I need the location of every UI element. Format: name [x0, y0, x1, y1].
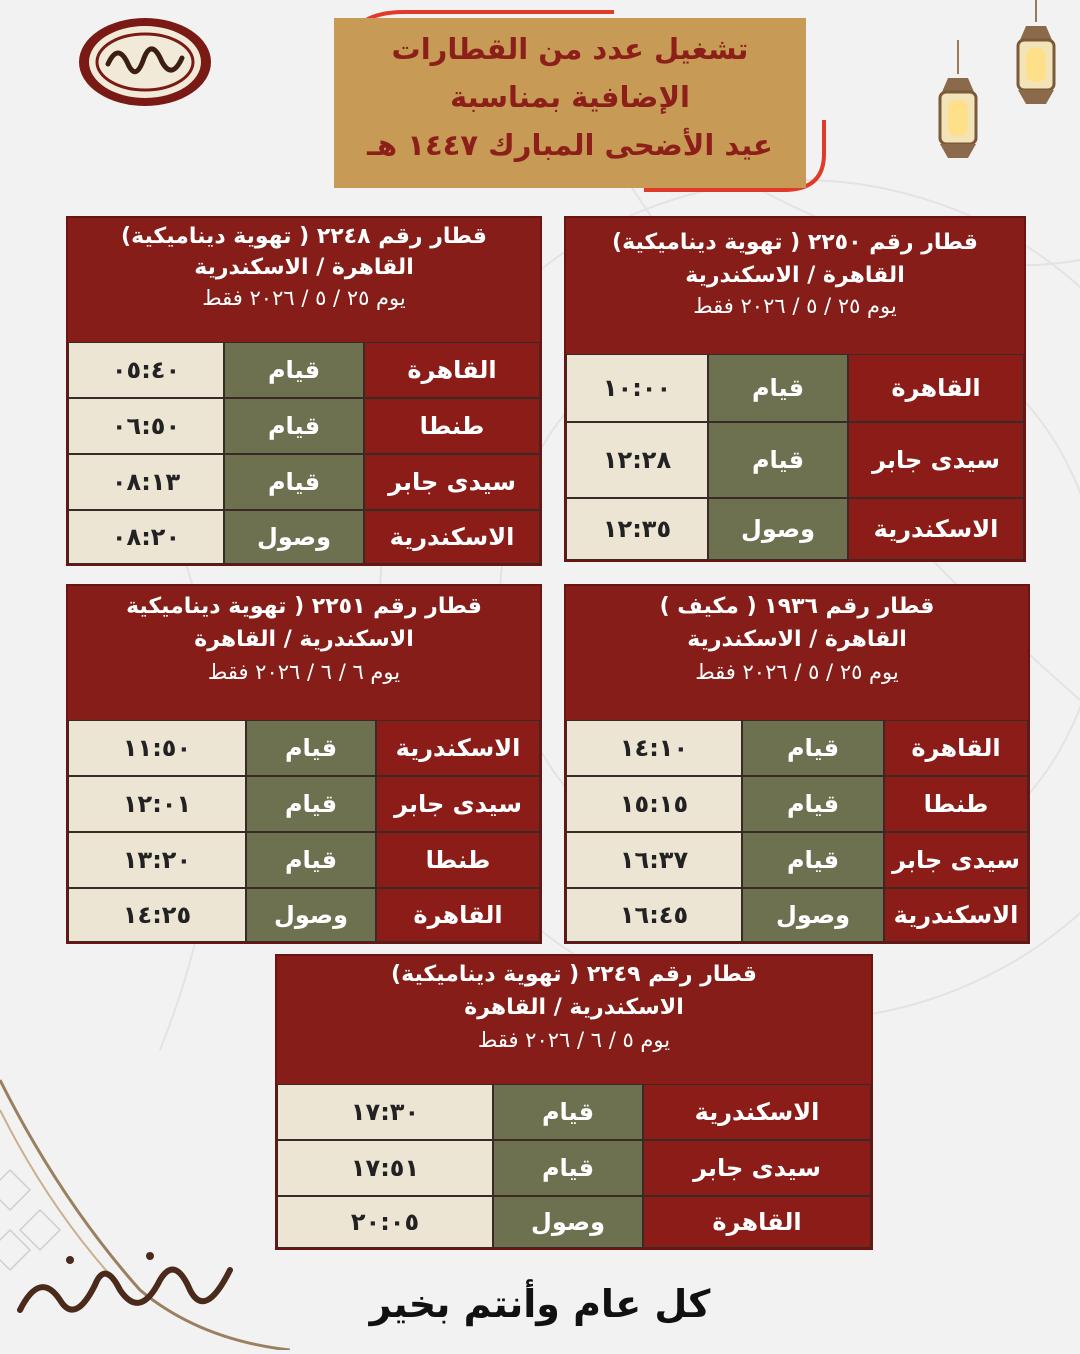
action-cell: وصول — [224, 510, 364, 564]
table-row — [566, 888, 1028, 942]
station-cell: الاسكندرية — [848, 498, 1024, 560]
table-row — [68, 776, 540, 832]
table-row — [277, 1140, 871, 1196]
station-cell: القاهرة — [364, 342, 540, 398]
time-cell: ٠٨:١٣ — [68, 454, 224, 510]
action-cell: وصول — [708, 498, 848, 560]
action-cell: قيام — [742, 776, 884, 832]
time-cell: ٠٦:٥٠ — [68, 398, 224, 454]
time-cell: ١٢:٠١ — [68, 776, 246, 832]
station-cell: القاهرة — [848, 354, 1024, 422]
action-cell: وصول — [742, 888, 884, 942]
station-cell: الاسكندرية — [884, 888, 1028, 942]
table-row — [566, 422, 1024, 498]
station-cell: القاهرة — [643, 1196, 871, 1248]
station-cell: سيدى جابر — [884, 832, 1028, 888]
train-route: القاهرة / الاسكندرية — [685, 263, 905, 288]
train-2248-table — [66, 216, 542, 566]
station-cell: طنطا — [376, 832, 540, 888]
train-date: يوم ٦ / ٦ / ٢٠٢٦ فقط — [207, 660, 401, 684]
table-row — [277, 1196, 871, 1248]
train-2250-table — [564, 216, 1026, 562]
table-row — [68, 342, 540, 398]
time-cell: ١٤:١٠ — [566, 720, 742, 776]
footer-greeting: كل عام وأنتم بخير — [369, 1282, 711, 1326]
action-cell: وصول — [246, 888, 376, 942]
train-title: قطار رقم ٢٢٥٠ ( تهوية ديناميكية) — [612, 230, 978, 255]
train-1936-table — [564, 584, 1030, 944]
lantern-icon — [930, 40, 986, 174]
time-cell: ١٤:٢٥ — [68, 888, 246, 942]
train-route: الاسكندرية / القاهرة — [464, 995, 684, 1020]
train-2251-table — [66, 584, 542, 944]
station-cell: الاسكندرية — [643, 1084, 871, 1140]
table-row — [68, 720, 540, 776]
action-cell: وصول — [493, 1196, 643, 1248]
train-date: يوم ٢٥ / ٥ / ٢٠٢٦ فقط — [695, 660, 899, 684]
station-cell: القاهرة — [376, 888, 540, 942]
train-date: يوم ٢٥ / ٥ / ٢٠٢٦ فقط — [202, 286, 406, 310]
lantern-icon — [1008, 0, 1064, 122]
train-date: يوم ٢٥ / ٥ / ٢٠٢٦ فقط — [693, 294, 897, 318]
action-cell: قيام — [224, 398, 364, 454]
train-route: القاهرة / الاسكندرية — [194, 255, 414, 280]
train-date: يوم ٥ / ٦ / ٢٠٢٦ فقط — [477, 1028, 671, 1052]
time-cell: ١٦:٣٧ — [566, 832, 742, 888]
train-title: قطار رقم ٢٢٤٩ ( تهوية ديناميكية) — [391, 962, 757, 987]
title-line-1: تشغيل عدد من القطارات — [391, 32, 749, 66]
action-cell: قيام — [493, 1084, 643, 1140]
time-cell: ١٥:١٥ — [566, 776, 742, 832]
action-cell: قيام — [246, 720, 376, 776]
station-cell: القاهرة — [884, 720, 1028, 776]
table-row — [566, 354, 1024, 422]
time-cell: ١٦:٤٥ — [566, 888, 742, 942]
eid-mubarak-calligraphy — [0, 1060, 290, 1350]
time-cell: ١١:٥٠ — [68, 720, 246, 776]
station-cell: سيدى جابر — [643, 1140, 871, 1196]
time-cell: ١٢:٣٥ — [566, 498, 708, 560]
time-cell: ١٢:٢٨ — [566, 422, 708, 498]
time-cell: ٠٨:٢٠ — [68, 510, 224, 564]
station-cell: طنطا — [364, 398, 540, 454]
table-row — [68, 510, 540, 564]
train-route: القاهرة / الاسكندرية — [687, 627, 907, 652]
time-cell: ١٣:٢٠ — [68, 832, 246, 888]
action-cell: قيام — [708, 422, 848, 498]
station-cell: الاسكندرية — [376, 720, 540, 776]
station-cell: سيدى جابر — [848, 422, 1024, 498]
table-row — [566, 776, 1028, 832]
table-row — [68, 454, 540, 510]
egyptian-railways-logo — [76, 14, 214, 110]
table-row — [68, 832, 540, 888]
title-line-3: عيد الأضحى المبارك ١٤٤٧ هـ — [367, 128, 773, 162]
table-row — [566, 720, 1028, 776]
action-cell: قيام — [493, 1140, 643, 1196]
time-cell: ٢٠:٠٥ — [277, 1196, 493, 1248]
station-cell: الاسكندرية — [364, 510, 540, 564]
time-cell: ١٧:٥١ — [277, 1140, 493, 1196]
action-cell: قيام — [708, 354, 848, 422]
table-row — [68, 888, 540, 942]
train-title: قطار رقم ٢٢٥١ ( تهوية ديناميكية — [126, 594, 482, 619]
time-cell: ١٧:٣٠ — [277, 1084, 493, 1140]
train-title: قطار رقم ٢٢٤٨ ( تهوية ديناميكية) — [121, 224, 487, 249]
action-cell: قيام — [246, 776, 376, 832]
train-route: الاسكندرية / القاهرة — [194, 627, 414, 652]
station-cell: سيدى جابر — [376, 776, 540, 832]
table-row — [566, 832, 1028, 888]
table-row — [68, 398, 540, 454]
station-cell: سيدى جابر — [364, 454, 540, 510]
title-line-2: الإضافية بمناسبة — [450, 80, 690, 114]
table-row — [566, 498, 1024, 560]
action-cell: قيام — [224, 454, 364, 510]
action-cell: قيام — [742, 832, 884, 888]
time-cell: ١٠:٠٠ — [566, 354, 708, 422]
action-cell: قيام — [246, 832, 376, 888]
action-cell: قيام — [742, 720, 884, 776]
title-box — [334, 18, 806, 188]
train-2249-table — [275, 954, 873, 1250]
action-cell: قيام — [224, 342, 364, 398]
table-row — [277, 1084, 871, 1140]
time-cell: ٠٥:٤٠ — [68, 342, 224, 398]
train-title: قطار رقم ١٩٣٦ ( مكيف ) — [659, 594, 935, 619]
station-cell: طنطا — [884, 776, 1028, 832]
